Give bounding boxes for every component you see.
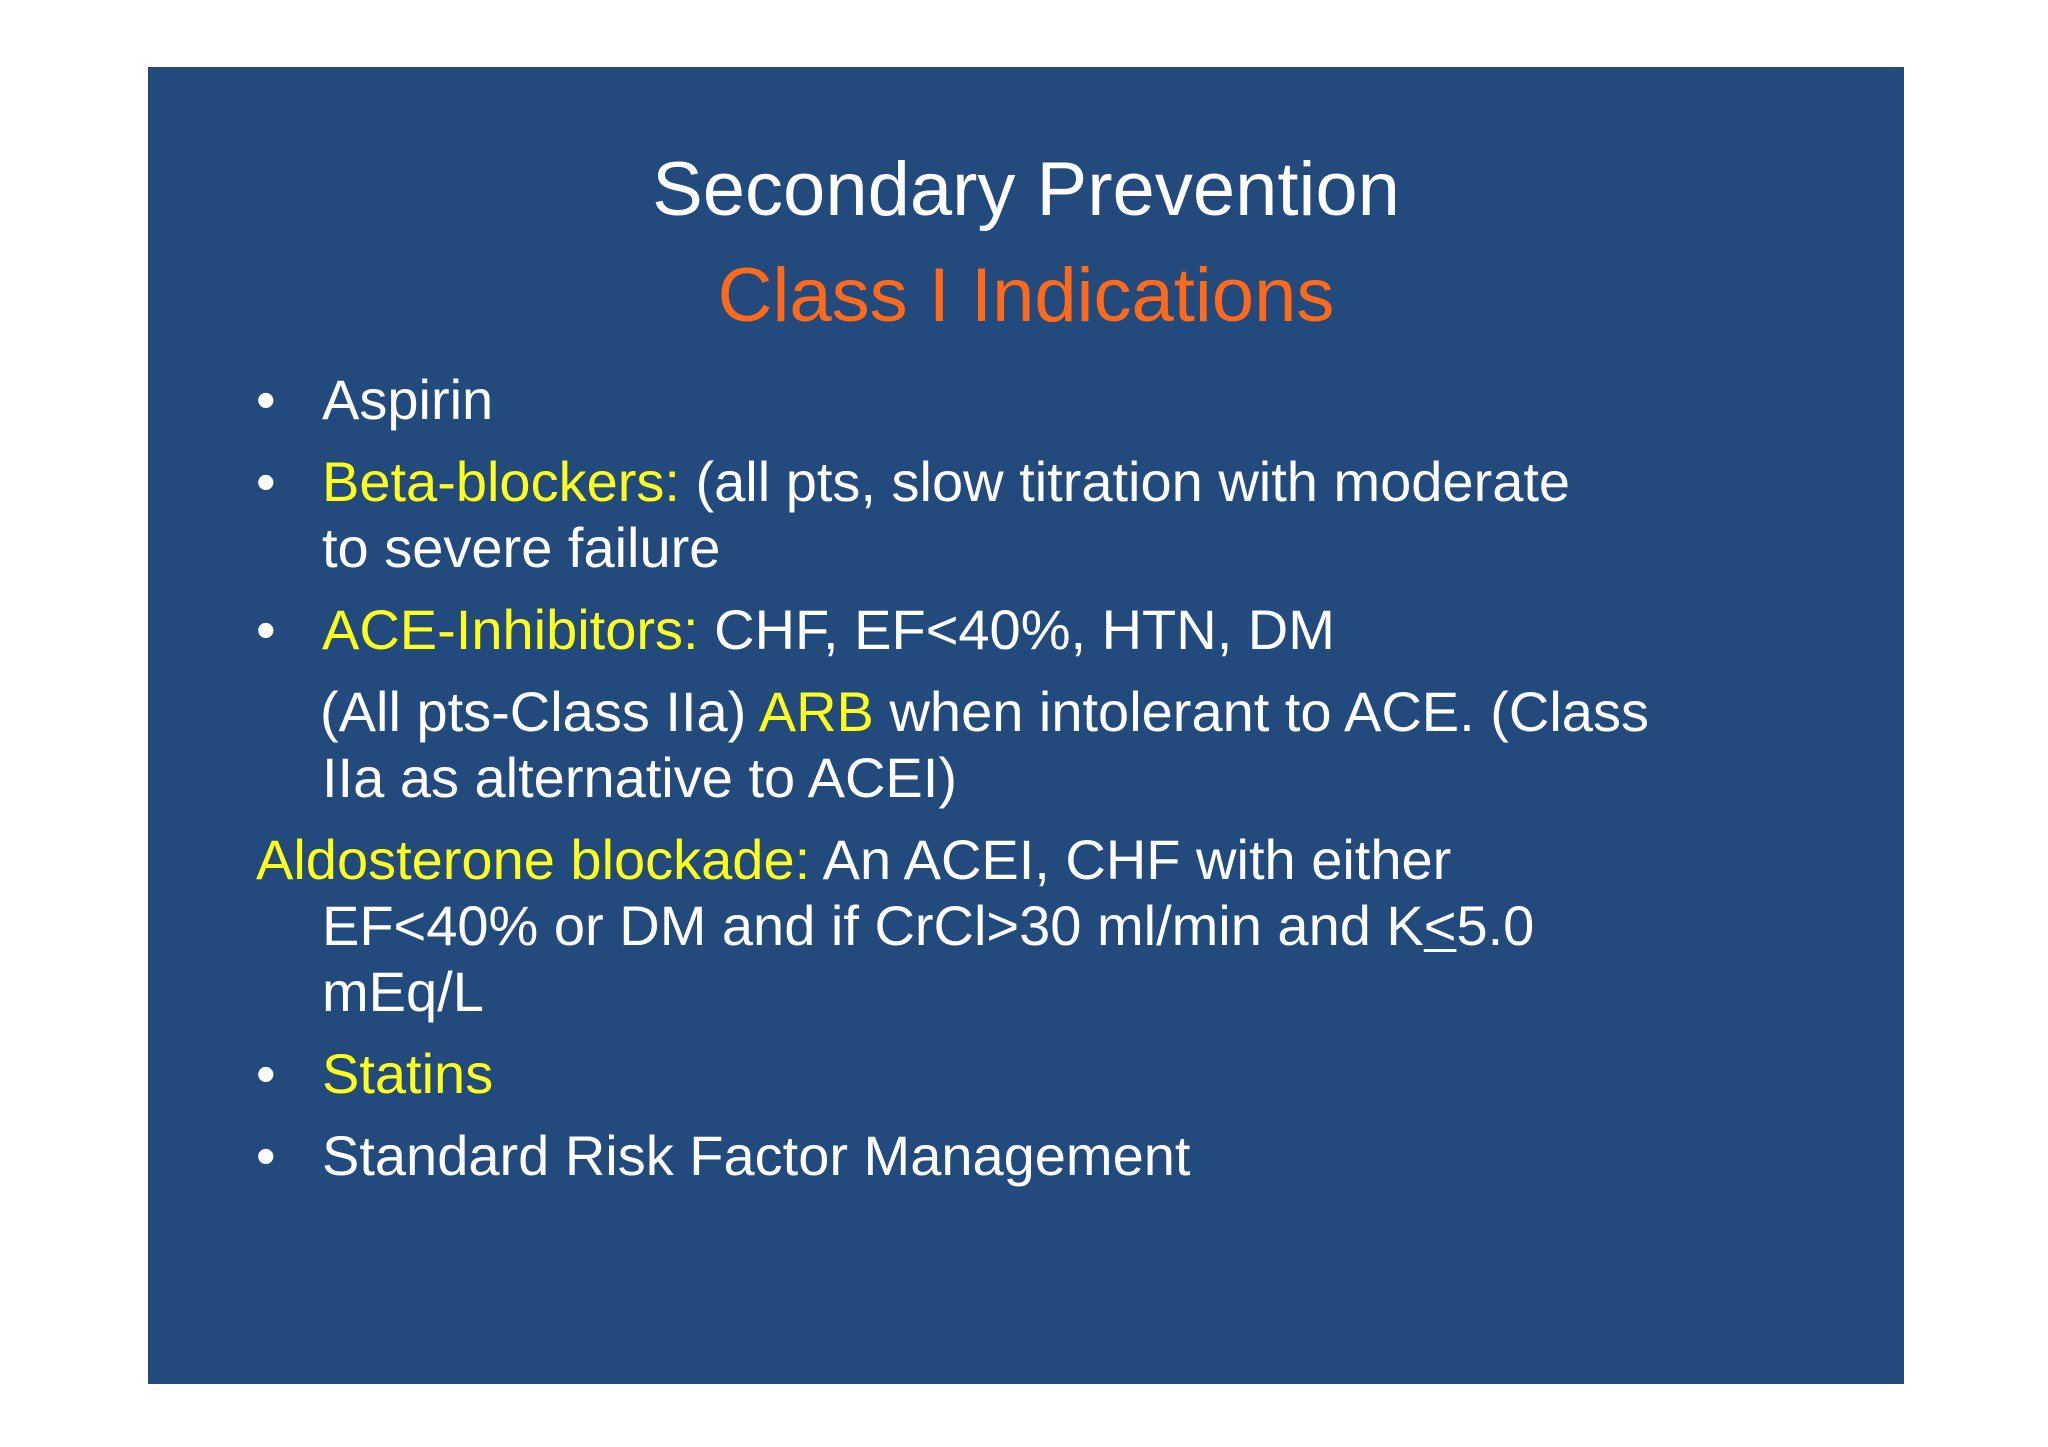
bullet-item-ace-inhibitors — [256, 597, 1856, 663]
beta-blockers-label: Beta-blockers: — [322, 450, 680, 513]
aldosterone-unit: mEq/L — [322, 960, 484, 1023]
bullet-icon: • — [256, 1124, 276, 1187]
aldosterone-value: 5.0 — [1456, 894, 1535, 957]
aldosterone-label: Aldosterone blockade: — [256, 828, 811, 891]
aspirin-text: Aspirin — [322, 368, 494, 431]
arb-text: when intolerant to ACE. (Class — [873, 680, 1649, 743]
aldosterone-text-cont: EF<40% or DM and if CrCl>30 ml/min and K — [322, 894, 1424, 957]
slide — [148, 67, 1904, 1384]
bullet-item-aspirin — [256, 367, 1856, 433]
beta-blockers-text-cont: to severe failure — [322, 516, 721, 579]
arb-label: ARB — [758, 680, 874, 743]
arb-paragraph — [256, 679, 1856, 811]
ace-inhibitors-text: CHF, EF<40%, HTN, DM — [698, 598, 1335, 661]
bullet-icon: • — [256, 598, 276, 661]
bullet-icon: • — [256, 450, 276, 513]
bullet-item-risk-factor — [256, 1123, 1856, 1189]
bullet-icon: • — [256, 1042, 276, 1105]
title-block — [148, 137, 1904, 349]
slide-title: Secondary Prevention — [652, 147, 1400, 232]
bullet-item-statins — [256, 1041, 1856, 1107]
statins-text: Statins — [322, 1042, 494, 1105]
beta-blockers-text: (all pts, slow titration with moderate — [679, 450, 1571, 513]
bullet-list — [256, 367, 1856, 1189]
arb-prefix: (All pts-Class IIa) — [320, 680, 759, 743]
aldosterone-text: An ACEI, CHF with either — [810, 828, 1452, 891]
less-equal-symbol: < — [1423, 894, 1457, 957]
slide-subtitle: Class I Indications — [717, 253, 1335, 338]
bullet-icon: • — [256, 368, 276, 431]
bullet-item-beta-blockers — [256, 449, 1856, 581]
ace-inhibitors-label: ACE-Inhibitors: — [322, 598, 699, 661]
aldosterone-paragraph — [256, 827, 1856, 1025]
risk-factor-text: Standard Risk Factor Management — [322, 1124, 1191, 1187]
arb-text-cont: IIa as alternative to ACEI) — [322, 746, 957, 809]
